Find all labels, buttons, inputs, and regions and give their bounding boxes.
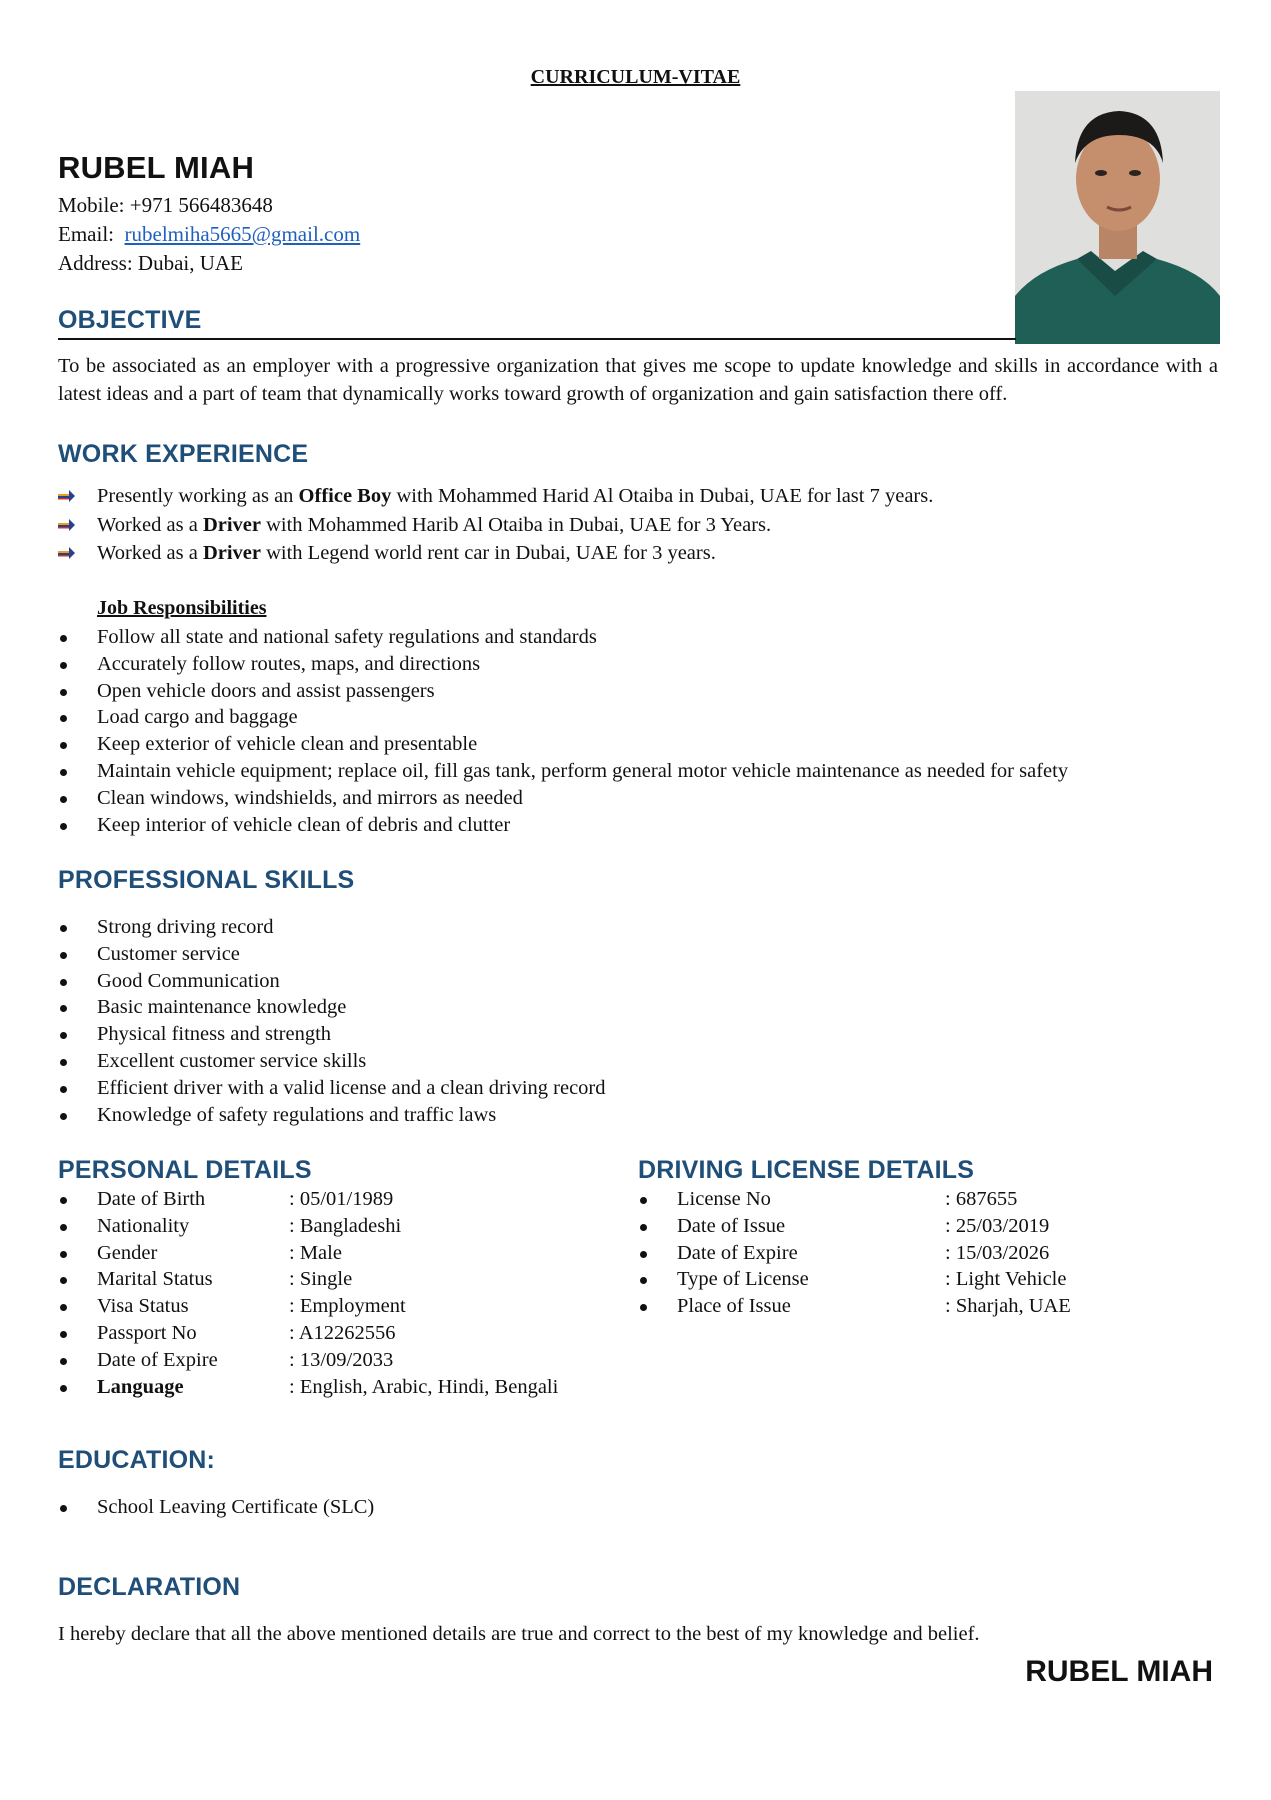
list-item [638,1186,1071,1213]
signature-name: RUBEL MIAH [1025,1655,1213,1688]
detail-label: Visa Status [97,1295,189,1318]
personal-details-heading: PERSONAL DETAILS [58,1156,312,1184]
list-item [638,1213,1071,1240]
list-item: Keep interior of vehicle clean of debris and clutter [58,812,1068,839]
mobile-line [58,191,360,220]
work-pre: Worked as a [97,513,203,536]
list-item: Physical fitness and strength [58,1021,606,1048]
detail-label: Passport No [97,1321,197,1344]
detail-label: Marital Status [97,1268,213,1291]
candidate-name: RUBEL MIAH [58,150,255,185]
declaration-heading: DECLARATION [58,1573,241,1601]
list-item [58,511,933,540]
detail-value: : English, Arabic, Hindi, Bengali [289,1375,559,1398]
education-heading: EDUCATION: [58,1446,216,1474]
list-item [638,1293,1071,1320]
list-item: Customer service [58,941,606,968]
mobile-value: +971 566483648 [129,193,273,217]
detail-label: Place of Issue [677,1295,791,1318]
driving-license-list [638,1186,1071,1320]
detail-value: : Single [289,1268,353,1291]
objective-divider [58,338,1016,340]
list-item [58,1240,558,1267]
list-item [58,1293,558,1320]
list-item [58,1266,558,1293]
email-link[interactable]: rubelmiha5665@gmail.com [124,222,361,246]
work-pre: Presently working as an [97,485,299,507]
list-item: Accurately follow routes, maps, and directions [58,651,1068,678]
detail-label: Language [97,1375,184,1398]
objective-text: To be associated as an employer with a progressive organization that gives me scope to update knowledge and skills in accordance with a latest ideas and a part of team that dynamically works toward growth of organization and gain satisfaction there off. [58,355,1218,405]
list-item [638,1266,1071,1293]
list-item: Load cargo and baggage [58,704,1068,731]
detail-label: Gender [97,1241,158,1264]
detail-label: Type of License [677,1268,809,1291]
detail-value: : Light Vehicle [945,1268,1067,1291]
education-list [58,1494,374,1521]
email-line [58,220,360,249]
address-value: Dubai, UAE [137,251,243,275]
address-line [58,249,360,278]
work-post: with Legend world rent car in Dubai, UAE for 3 years. [260,542,716,564]
list-item: School Leaving Certificate (SLC) [58,1494,374,1521]
detail-label: Date of Issue [677,1214,786,1237]
arrow-bullet-icon [58,546,76,560]
detail-value: : 687655 [945,1188,1018,1210]
list-item [58,1374,558,1401]
list-item [638,1240,1071,1267]
list-item: Clean windows, windshields, and mirrors as needed [58,785,1068,812]
list-item: Excellent customer service skills [58,1048,606,1075]
detail-label: Nationality [97,1214,190,1237]
detail-label: License No [677,1188,771,1210]
list-item: Knowledge of safety regulations and traffic laws [58,1102,606,1129]
list-item: Keep exterior of vehicle clean and presentable [58,731,1068,758]
arrow-bullet-icon [58,489,76,503]
driving-license-heading: DRIVING LICENSE DETAILS [638,1156,975,1184]
detail-label: Date of Birth [97,1188,206,1210]
detail-label: Date of Expire [677,1241,798,1264]
list-item: Follow all state and national safety regulations and standards [58,624,1068,651]
list-item: Good Communication [58,968,606,995]
personal-details-list [58,1186,558,1400]
email-label: Email: [58,222,114,246]
work-post: with Mohammed Harid Al Otaiba in Dubai, UAE for last 7 years. [391,485,934,507]
detail-value: : 15/03/2026 [945,1241,1050,1264]
work-pre: Worked as a [97,542,203,564]
job-responsibilities-list [58,624,1068,838]
detail-value: : Employment [289,1295,406,1318]
list-item [58,539,933,568]
address-label: Address: [58,251,133,275]
person-portrait-icon [1015,91,1220,344]
list-item [58,1186,558,1213]
list-item [58,1320,558,1347]
arrow-bullet-icon [58,518,76,532]
work-role: Driver [202,513,261,536]
list-item: Maintain vehicle equipment; replace oil, fill gas tank, perform general motor vehicle maintenance as needed for safety [58,758,1068,785]
declaration-text: I hereby declare that all the above mentioned details are true and correct to the best of my knowledge and belief. [58,1623,980,1645]
list-item [58,482,933,511]
document-title: CURRICULUM-VITAE [530,66,741,88]
detail-value: : Sharjah, UAE [945,1295,1071,1318]
work-post: with Mohammed Harib Al Otaiba in Dubai, UAE for 3 Years. [260,513,772,536]
detail-value: : 05/01/1989 [289,1188,394,1210]
objective-heading: OBJECTIVE [58,306,202,334]
work-experience-list [58,482,933,568]
contact-block [58,191,360,278]
list-item: Open vehicle doors and assist passengers [58,678,1068,705]
work-role: Driver [202,542,261,564]
profile-photo [1015,91,1220,344]
job-responsibilities-title: Job Responsibilities [97,597,267,619]
detail-value: : 13/09/2033 [289,1348,394,1371]
detail-value: : A12262556 [289,1321,396,1344]
detail-value: : Male [289,1241,342,1264]
mobile-label: Mobile: [58,193,125,217]
detail-value: : Bangladeshi [289,1214,402,1237]
list-item: Basic maintenance knowledge [58,994,606,1021]
work-role: Office Boy [298,485,392,507]
professional-skills-heading: PROFESSIONAL SKILLS [58,866,355,894]
list-item: Efficient driver with a valid license and a clean driving record [58,1075,606,1102]
list-item [58,1347,558,1374]
skills-list [58,914,606,1128]
list-item [58,1213,558,1240]
list-item: Strong driving record [58,914,606,941]
work-experience-heading: WORK EXPERIENCE [58,440,309,468]
detail-value: : 25/03/2019 [945,1214,1050,1237]
detail-label: Date of Expire [97,1348,218,1371]
